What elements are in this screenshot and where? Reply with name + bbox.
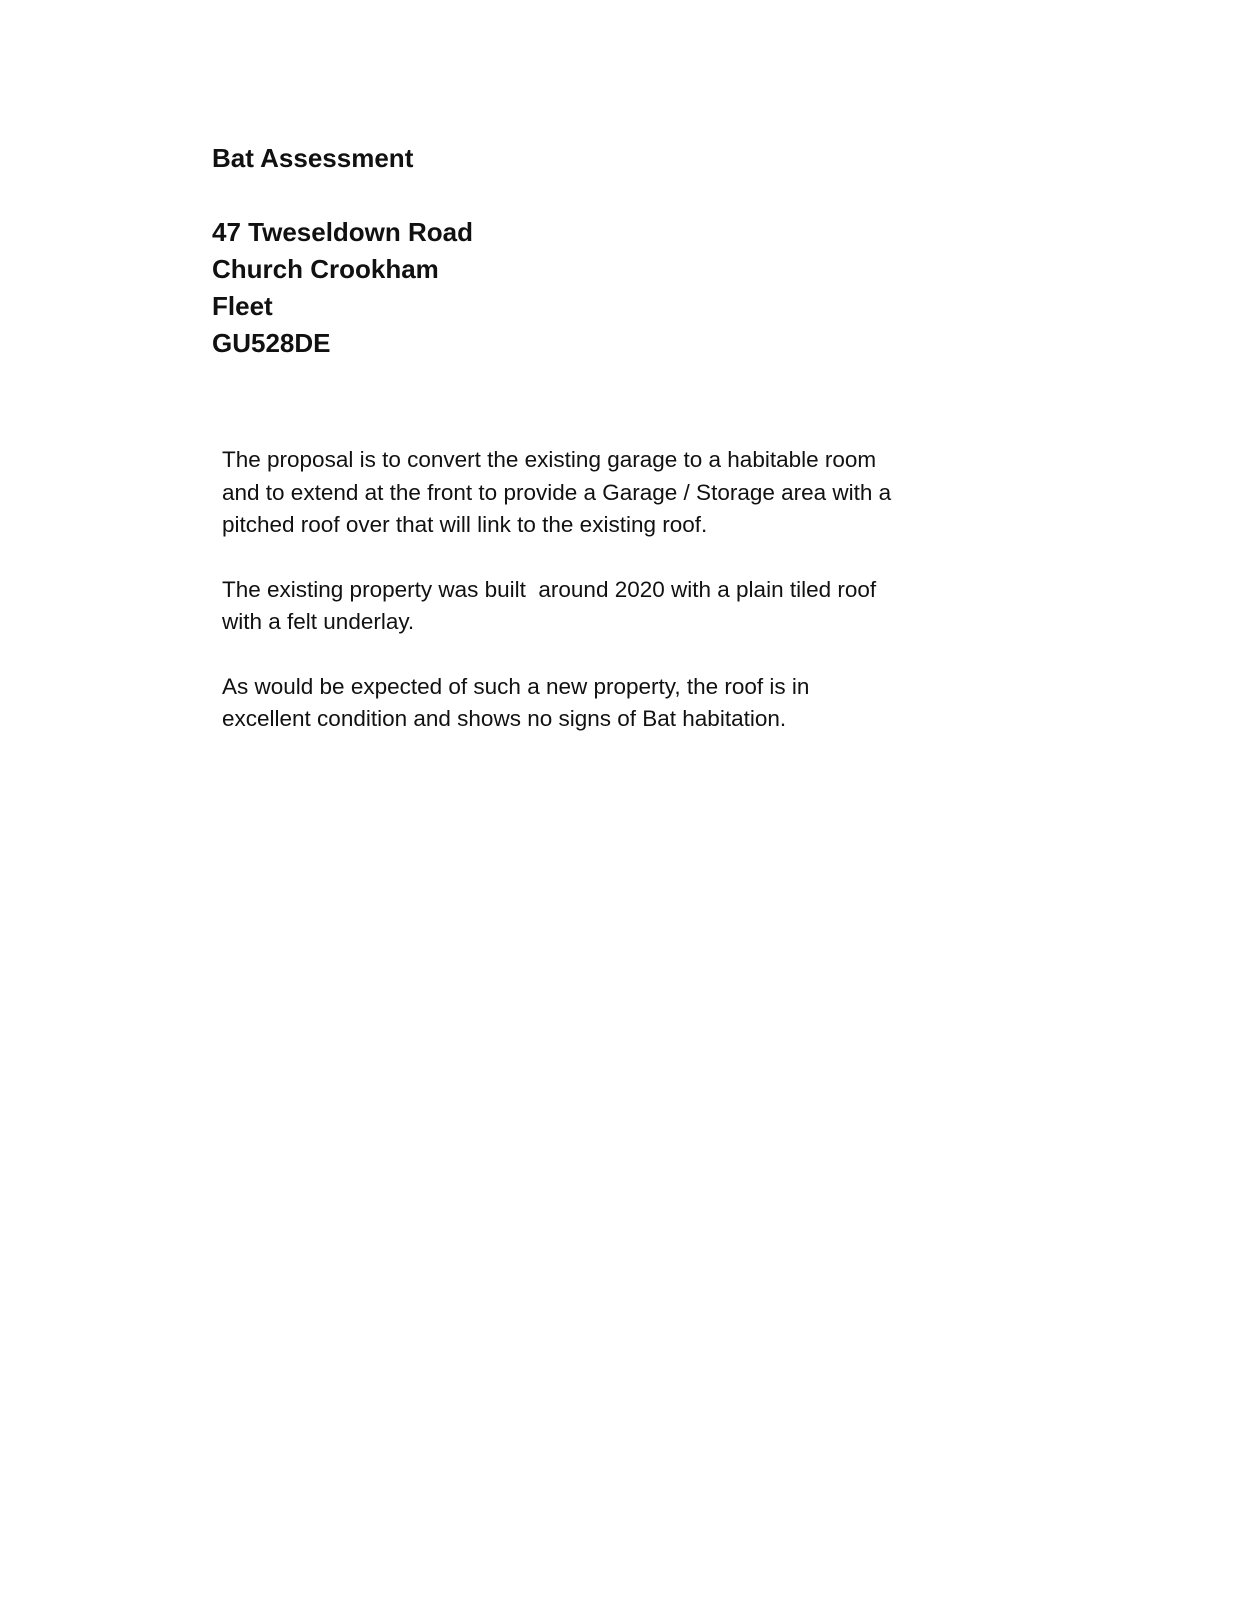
paragraph-line: with a felt underlay. <box>222 609 415 634</box>
paragraph-line: The existing property was built around 2020 with a plain tiled roof <box>222 576 877 602</box>
address-area: Church Crookham <box>212 254 439 284</box>
assessment-body <box>222 444 982 768</box>
paragraph-roof-condition <box>222 671 982 736</box>
address-town: Fleet <box>212 291 273 321</box>
address-postcode: GU528DE <box>212 328 331 358</box>
property-address <box>212 214 473 362</box>
paragraph-line: excellent condition and shows no signs of Bat habitation. <box>222 706 787 731</box>
paragraph-line: and to extend at the front to provide a Garage / Storage area with a <box>222 479 892 505</box>
address-street: 47 Tweseldown Road <box>212 217 474 247</box>
document-title: Bat Assessment <box>212 143 414 173</box>
paragraph-proposal <box>222 444 982 542</box>
paragraph-line: As would be expected of such a new property, the roof is in <box>222 673 810 699</box>
paragraph-existing-property <box>222 574 982 639</box>
paragraph-line: The proposal is to convert the existing garage to a habitable room <box>222 447 877 472</box>
paragraph-line: pitched roof over that will link to the existing roof. <box>222 512 708 537</box>
